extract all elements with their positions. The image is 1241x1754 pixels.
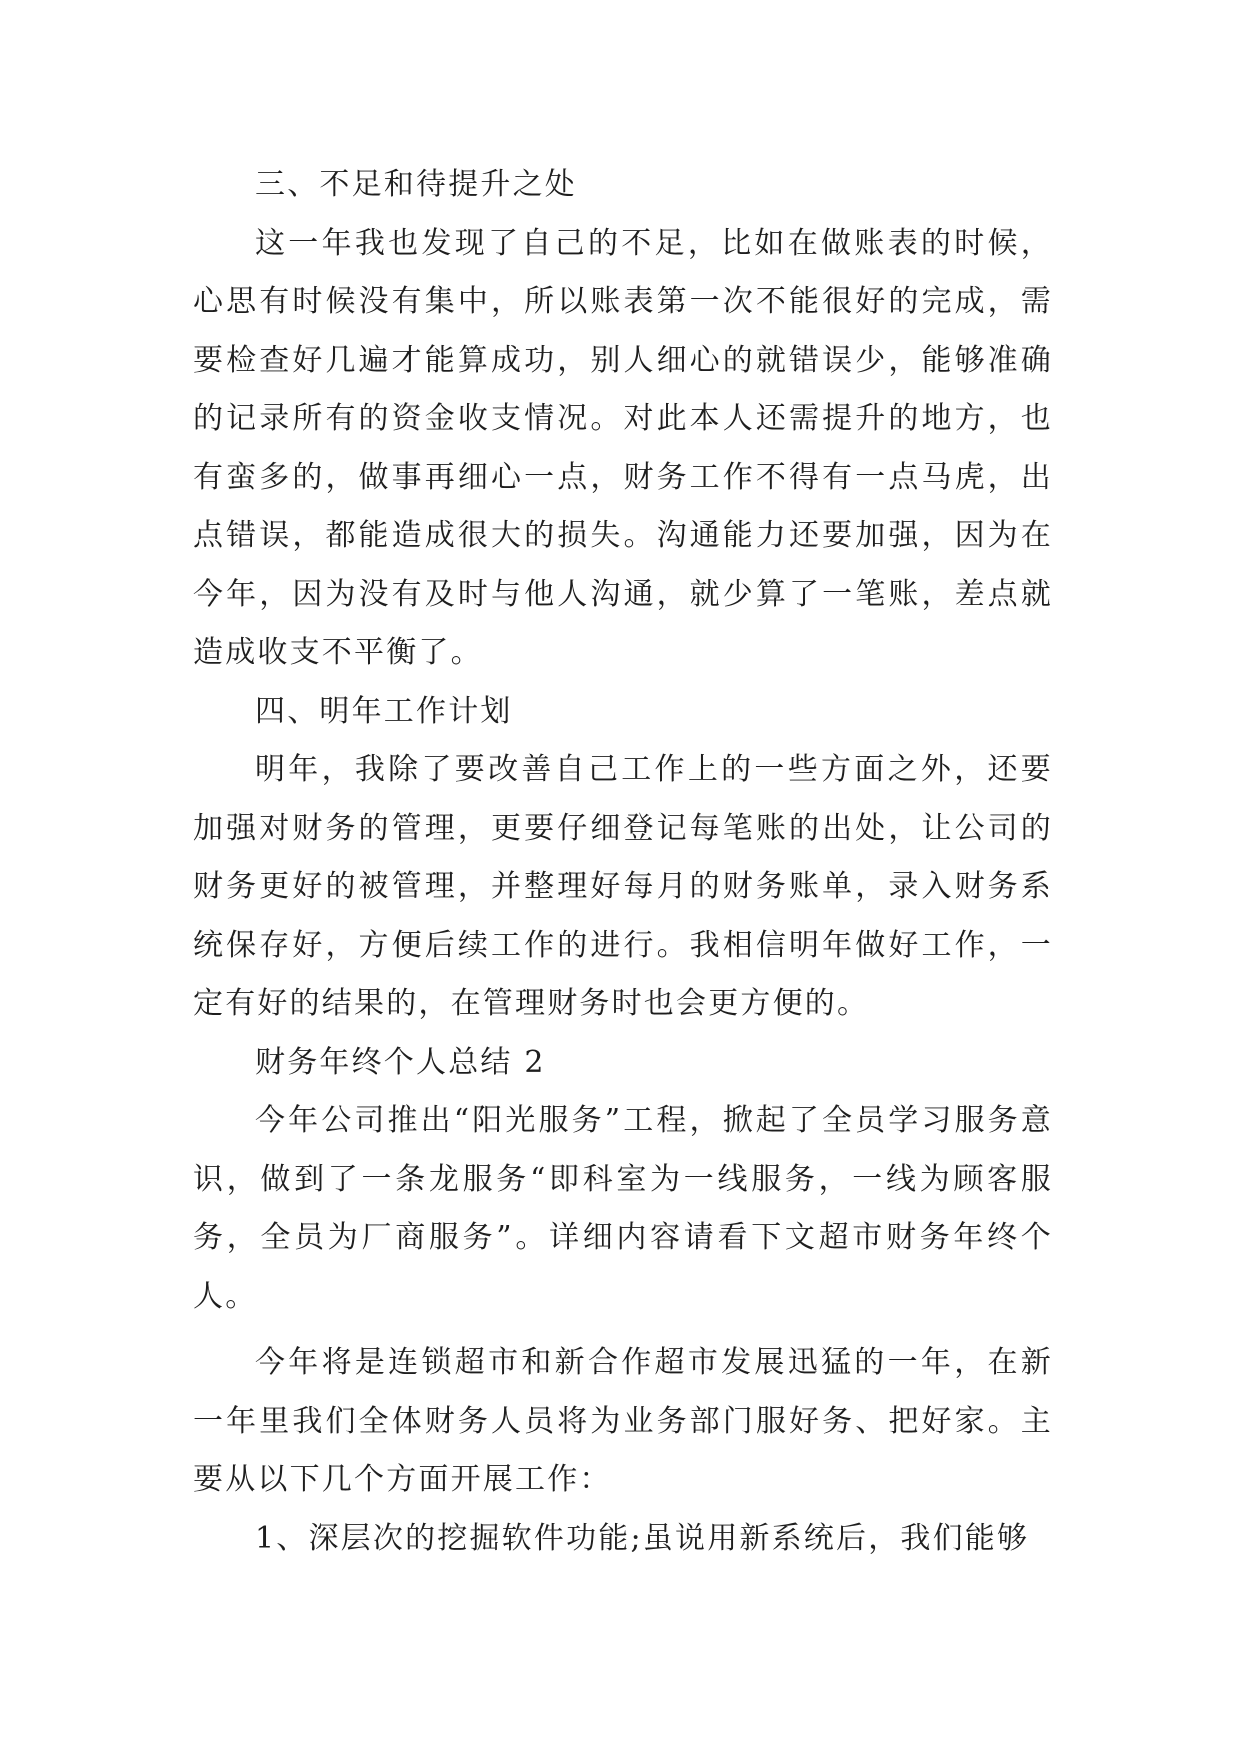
- body-paragraph: 明年，我除了要改善自己工作上的一些方面之外，还要加强对财务的管理，更要仔细登记每笔账的出处，让公司的财务更好的被管理，并整理好每月的财务账单，录入财务系统保存好，方便后续工作的进行。我相信明年做好工作，一定有好的结果的，在管理财务时也会更方便的。: [193, 752, 1053, 1021]
- body-paragraph: 今年公司推出“阳光服务”工程，掀起了全员学习服务意识，做到了一条龙服务“即科室为一线服务，一线为顾客服务，全员为厂商服务”。详细内容请看下文超市财务年终个人。: [193, 1103, 1053, 1314]
- body-paragraph: 今年将是连锁超市和新合作超市发展迅猛的一年，在新一年里我们全体财务人员将为业务部门服好务、把好家。主要从以下几个方面开展工作：: [193, 1345, 1053, 1497]
- document-body: [193, 156, 1053, 1568]
- body-paragraph: 这一年我也发现了自己的不足，比如在做账表的时候，心思有时候没有集中，所以账表第一次不能很好的完成，需要检查好几遍才能算成功，别人细心的就错误少，能够准确的记录所有的资金收支情况。对此本人还需提升的地方，也有蛮多的，做事再细心一点，财务工作不得有一点马虎，出点错误，都能造成很大的损失。沟通能力还要加强，因为在今年，因为没有及时与他人沟通，就少算了一笔账，差点就造成收支不平衡了。: [193, 225, 1053, 670]
- section-heading-3: 三、不足和待提升之处: [255, 167, 577, 202]
- document-subtitle: 财务年终个人总结 2: [255, 1044, 546, 1080]
- list-item-paragraph: 1、深层次的挖掘软件功能;虽说用新系统后，我们能够: [255, 1520, 1030, 1556]
- section-heading-4: 四、明年工作计划: [255, 693, 513, 729]
